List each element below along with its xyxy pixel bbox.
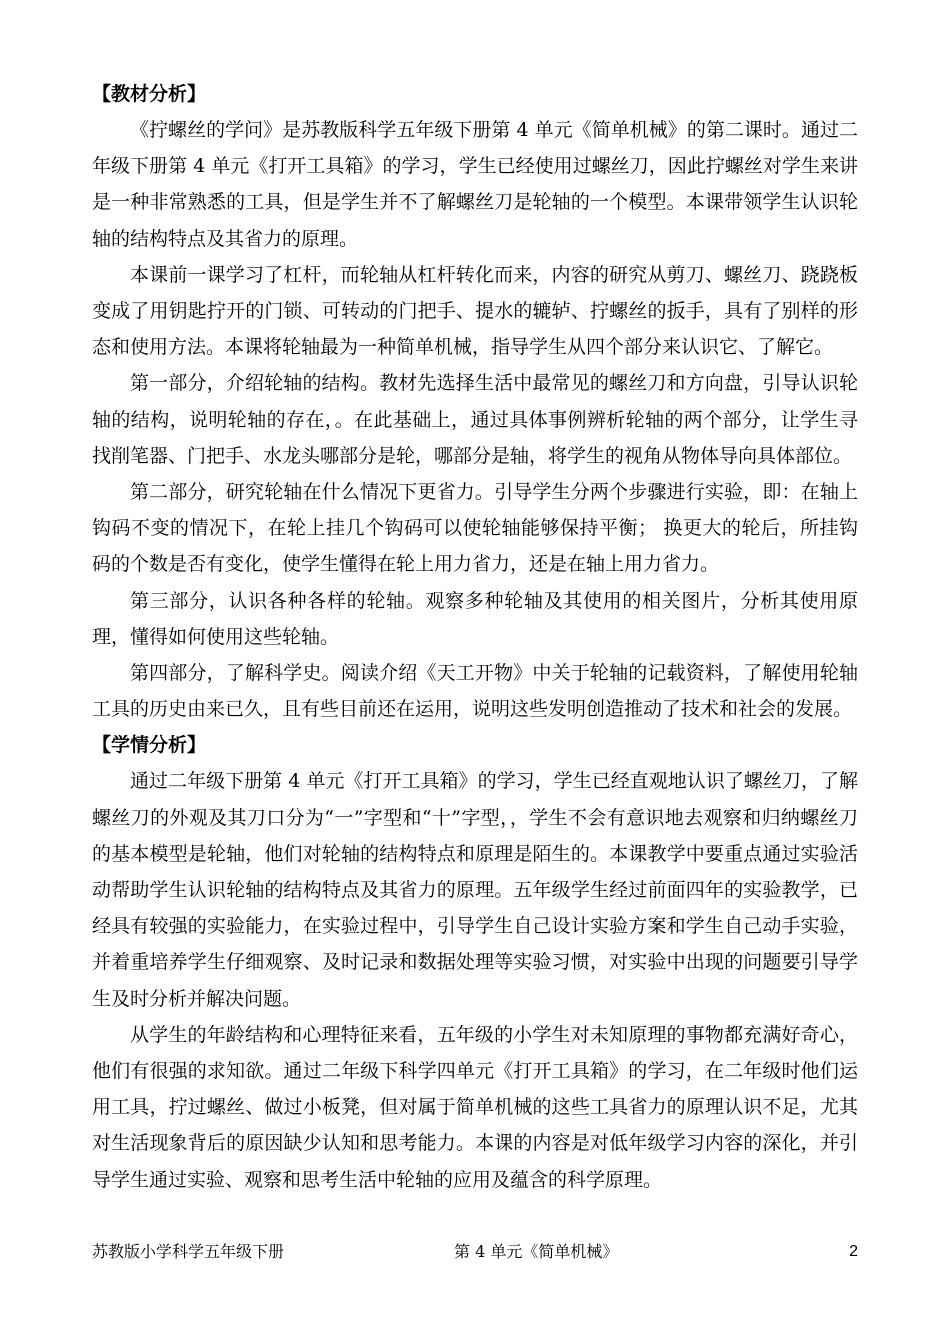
paragraph: 第四部分，了解科学史。阅读介绍《天工开物》中关于轮轴的记载资料，了解使用轮轴工具的历史由来已久，且有些目前还在运用，说明这些发明创造推动了技术和社会的发展。	[92, 662, 858, 721]
paragraph: 本课前一课学习了杠杆，而轮轴从杠杆转化而来，内容的研究从剪刀、螺丝刀、跷跷板变成了用钥匙拧开的门锁、可转动的门把手、提水的辘轳、拧螺丝的扳手，具有了别样的形态和使用方法。本课将轮轴最为一种简单机械，指导学生从四个部分来认识它、了解它。	[92, 263, 858, 359]
paragraph: 第三部分，认识各种各样的轮轴。观察多种轮轴及其使用的相关图片，分析其使用原理，懂得如何使用这些轮轴。	[92, 589, 858, 648]
paragraph: 第一部分，介绍轮轴的结构。教材先选择生活中最常见的螺丝刀和方向盘，引导认识轮轴的结构，说明轮轴的存在，。在此基础上，通过具体事例辨析轮轴的两个部分，让学生寻找削笔器、门把手、水龙头哪部分是轮，哪部分是轴，将学生的视角从物体导向具体部位。	[92, 372, 858, 467]
document-body	[92, 76, 858, 1198]
paragraph: 从学生的年龄结构和心理特征来看，五年级的小学生对未知原理的事物都充满好奇心，他们有很强的求知欲。通过二年级下科学四单元《打开工具箱》的学习，在二年级时他们运用工具，拧过螺丝、做过小板凳，但对属于简单机械的这些工具省力的原理认识不足，尤其对生活现象背后的原因缺少认知和思考能力。本课的内容是对低年级学习内容的深化，并引导学生通过实验、观察和思考生活中轮轴的应用及蕴含的科学原理。	[92, 1023, 858, 1191]
section-heading-student-analysis: 【学情分析】	[92, 734, 207, 757]
paragraph: 《拧螺丝的学问》是苏教版科学五年级下册第 4 单元《简单机械》的第二课时。通过二年级下册第 4 单元《打开工具箱》的学习，学生已经使用过螺丝刀，因此拧螺丝对学生来讲是一种非常熟悉的工具，但是学生并不了解螺丝刀是轮轴的一个模型。本课带领学生认识轮轴的结构特点及其省力的原理。	[92, 119, 858, 250]
page-number: 2	[849, 1243, 858, 1260]
paragraph: 第二部分，研究轮轴在什么情况下更省力。引导学生分两个步骤进行实验，即：在轴上钩码不变的情况下，在轮上挂几个钩码可以使轮轴能够保持平衡； 换更大的轮后，所挂钩码的个数是否有变化，使学生懂得在轮上用力省力，还是在轴上用力省力。	[92, 481, 858, 576]
section-heading-textbook-analysis: 【教材分析】	[92, 83, 207, 105]
footer-unit-title: 第 4 单元《简单机械》	[454, 1242, 619, 1261]
page-footer	[92, 1240, 858, 1264]
paragraph: 通过二年级下册第 4 单元《打开工具箱》的学习，学生已经直观地认识了螺丝刀，了解螺丝刀的外观及其刀口分为“一”字型和“十”字型，，学生不会有意识地去观察和归纳螺丝刀的基本模型是轮轴，他们对轮轴的结构特点和原理是陌生的。本课教学中要重点通过实验活动帮助学生认识轮轴的结构特点及其省力的原理。五年级学生经过前面四年的实验教学，已经具有较强的实验能力，在实验过程中，引导学生自己设计实验方案和学生自己动手实验，并着重培养学生仔细观察、及时记录和数据处理等实验习惯，对实验中出现的问题要引导学生及时分析并解决问题。	[92, 770, 858, 1010]
footer-book-title: 苏教版小学科学五年级下册	[92, 1242, 285, 1261]
